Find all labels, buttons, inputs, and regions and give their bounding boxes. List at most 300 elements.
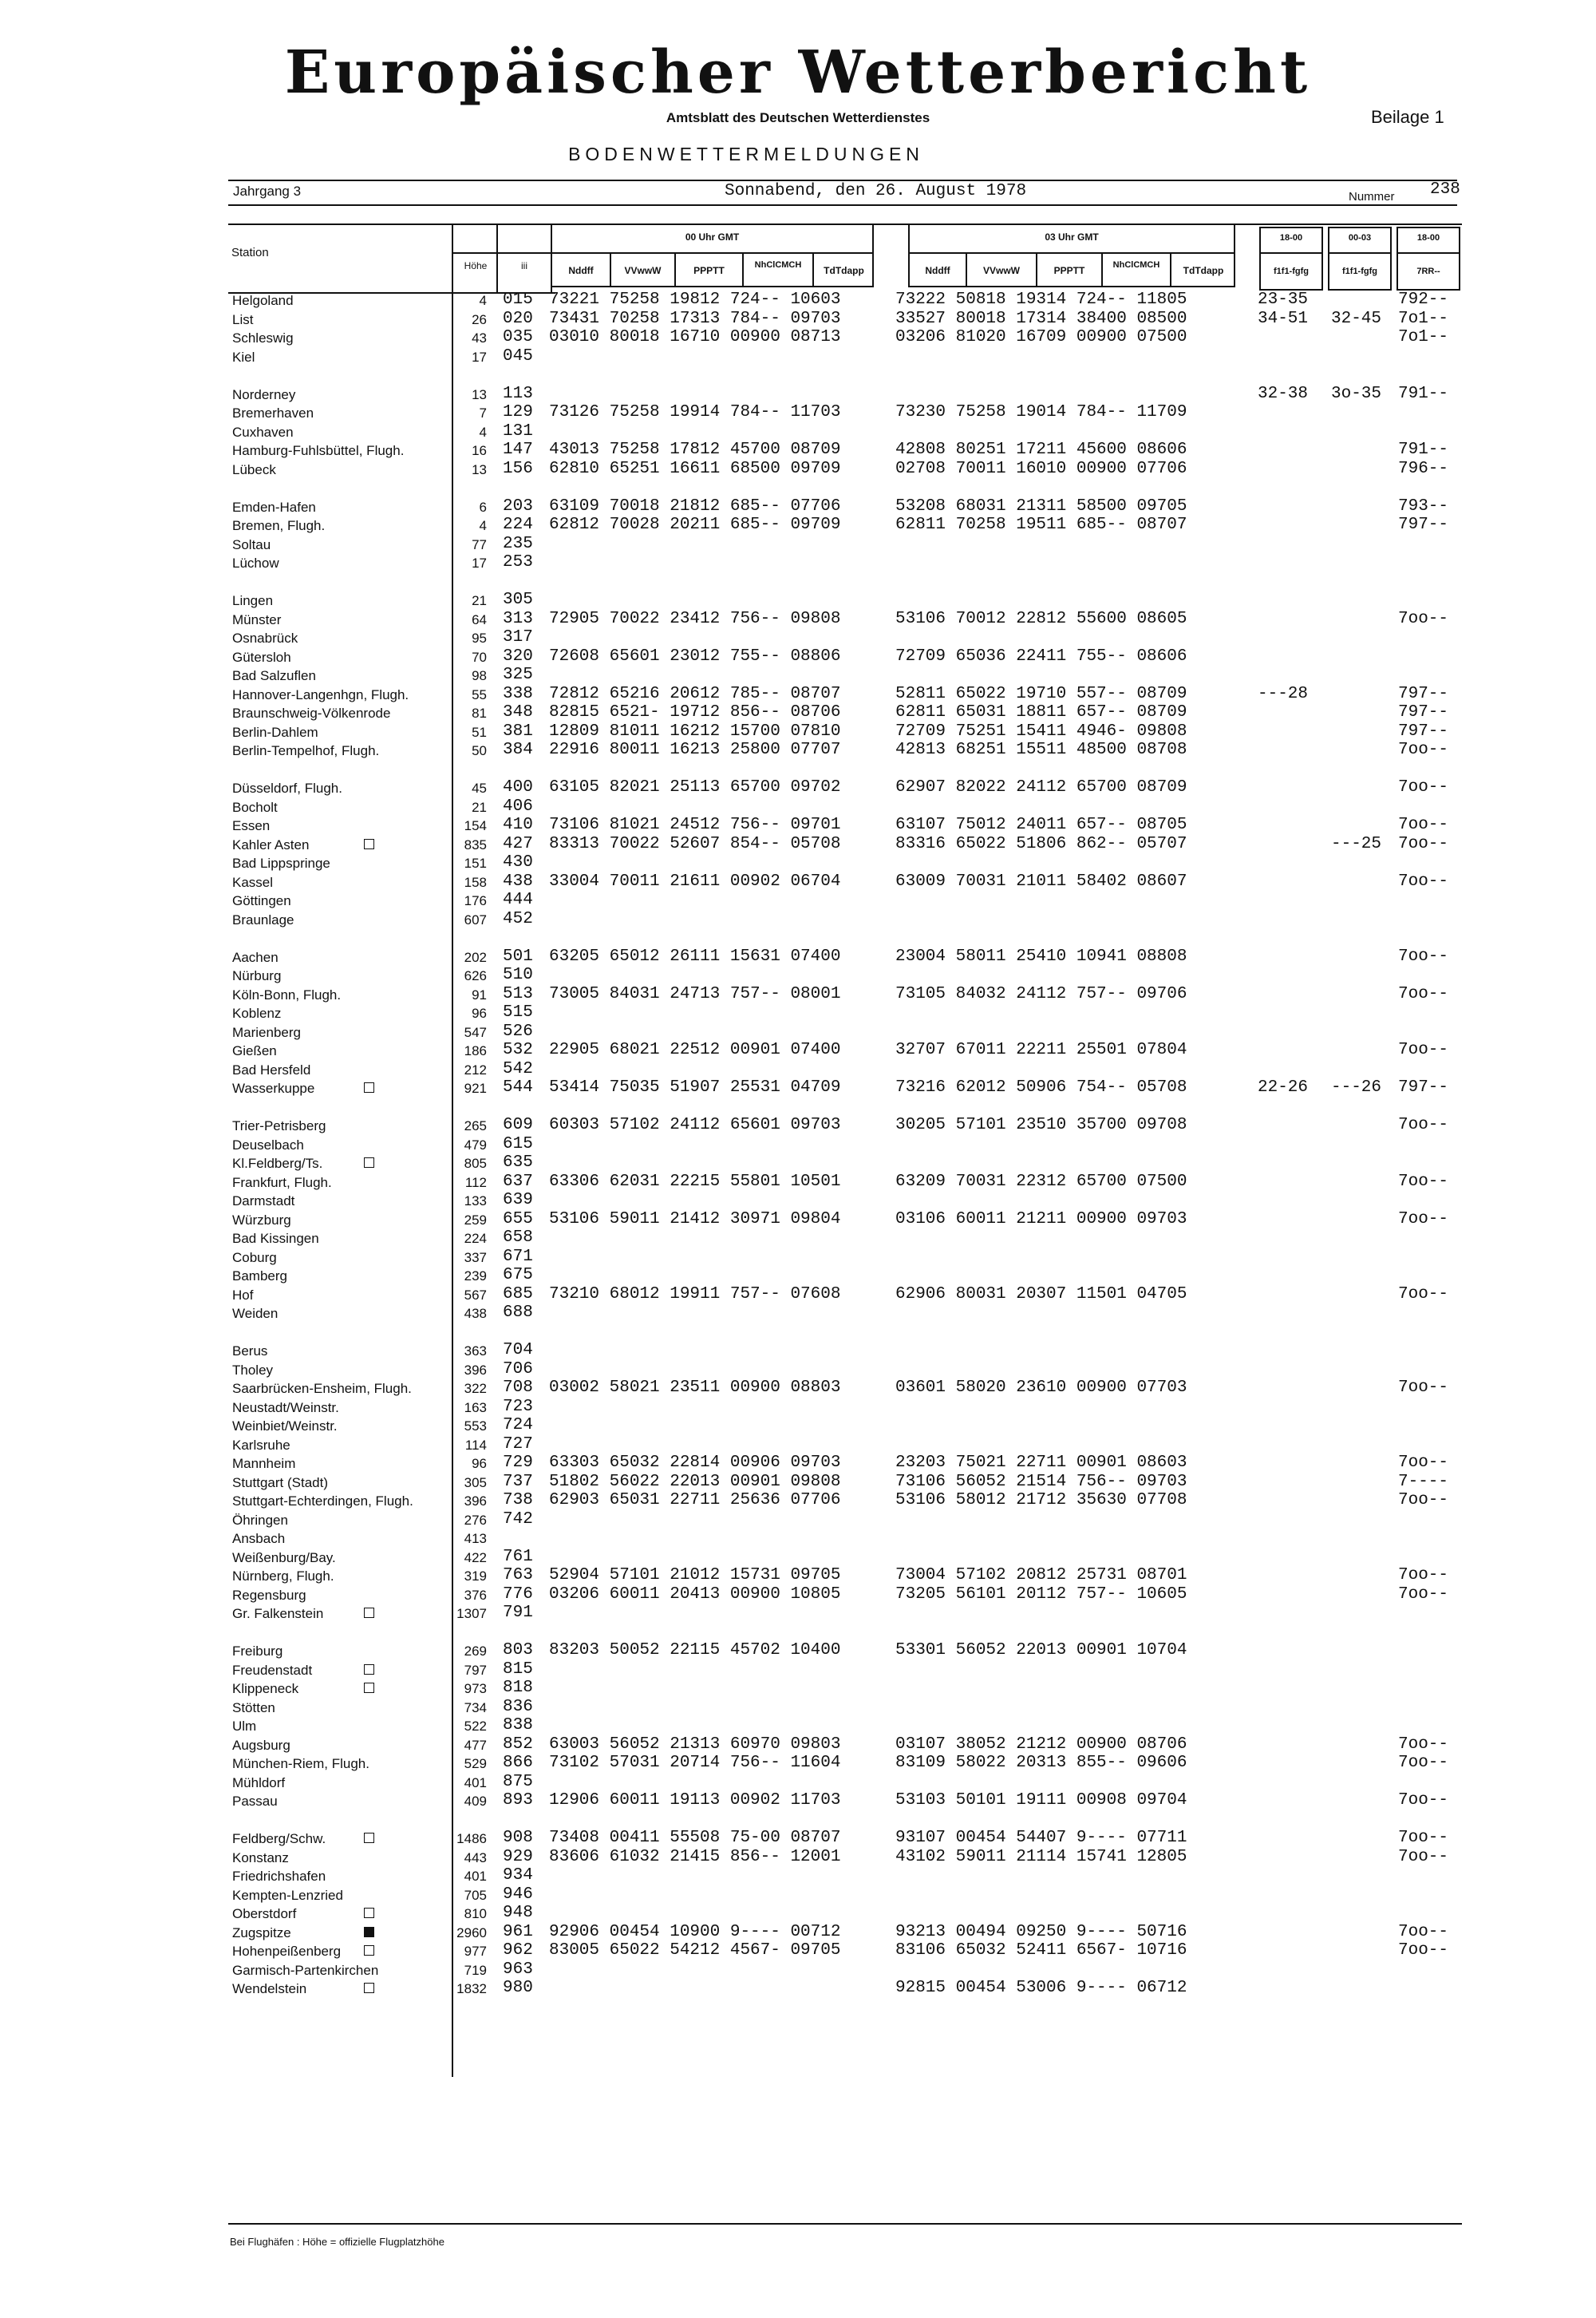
station-id: 400: [503, 778, 533, 797]
station-name: Norderney: [232, 386, 296, 402]
table-row: [0, 1360, 1596, 1379]
table-row: [0, 1679, 1596, 1698]
table-row: [0, 1135, 1596, 1154]
station-name: Coburg: [232, 1249, 277, 1265]
obs-03utc: 23203 75021 22711 00901 08603: [895, 1454, 1187, 1472]
station-name: Kahler Asten: [232, 837, 310, 852]
station-hoehe: 269: [464, 1644, 487, 1659]
obs-00utc: 43013 75258 17812 45700 08709: [549, 441, 841, 459]
obs-00utc: 73431 70258 17313 784-- 09703: [549, 309, 841, 328]
station-id: 961: [503, 1922, 533, 1941]
obs-00utc: 22905 68021 22512 00901 07400: [549, 1041, 841, 1059]
station-hoehe: 239: [464, 1268, 487, 1284]
table-row: [0, 1585, 1596, 1604]
station-hoehe: 224: [464, 1231, 487, 1246]
station-id: 838: [503, 1716, 533, 1735]
obs-03utc: 53106 58012 21712 35630 07708: [895, 1491, 1187, 1509]
gmt00-ppptt: PPPTT: [693, 265, 725, 276]
station-hoehe: 163: [464, 1399, 487, 1415]
precip-18-00: 7oo--: [1398, 1735, 1449, 1754]
gmt03-nhcl: NhClCMCH: [1112, 260, 1160, 270]
station-id: 609: [503, 1116, 533, 1134]
table-row: [0, 516, 1596, 535]
station-name: Berlin-Tempelhof, Flugh.: [232, 743, 380, 758]
table-row: [0, 610, 1596, 629]
table-row: [0, 1173, 1596, 1192]
precip-18-00: 797--: [1398, 684, 1449, 703]
nummer-value: 238: [1430, 180, 1460, 199]
precip-18-00: 7oo--: [1398, 1941, 1449, 1960]
precip-18-00: 797--: [1398, 1078, 1449, 1097]
station-hoehe: 6: [479, 499, 487, 515]
obs-00utc: 03010 80018 16710 00900 08713: [549, 328, 841, 346]
table-row: [0, 1491, 1596, 1510]
station-id: 655: [503, 1209, 533, 1228]
publisher-subtitle: Amtsblatt des Deutschen Wetterdienstes: [666, 110, 930, 125]
obs-03utc: 53103 50101 19111 00908 09704: [895, 1791, 1187, 1810]
obs-00utc: 73221 75258 19812 724-- 10603: [549, 291, 841, 309]
station-name: List: [232, 311, 254, 327]
station-hoehe: 26: [472, 311, 487, 327]
obs-03utc: 83109 58022 20313 855-- 09606: [895, 1754, 1187, 1772]
table-row: [0, 1191, 1596, 1210]
obs-03utc: 72709 65036 22411 755-- 08606: [895, 647, 1187, 666]
station-hoehe: 553: [464, 1418, 487, 1434]
station-id: 253: [503, 553, 533, 572]
station-hoehe: 409: [464, 1794, 487, 1809]
obs-00utc: 73005 84031 24713 757-- 08001: [549, 984, 841, 1003]
station-name: Feldberg/Schw.: [232, 1831, 326, 1846]
table-row: [0, 1510, 1596, 1529]
station-id: 348: [503, 703, 533, 722]
precip-18-00: 7oo--: [1398, 984, 1449, 1003]
table-row: [0, 497, 1596, 516]
station-hoehe: 176: [464, 893, 487, 908]
obs-00utc: 63306 62031 22215 55801 10501: [549, 1172, 841, 1191]
obs-00utc: 53106 59011 21412 30971 09804: [549, 1209, 841, 1228]
station-hoehe: 96: [472, 1006, 487, 1021]
station-name: Darmstadt: [232, 1193, 295, 1208]
table-row: [0, 628, 1596, 647]
station-hoehe: 363: [464, 1343, 487, 1359]
table-row: [0, 328, 1596, 347]
table-row: [0, 647, 1596, 667]
station-name: Bad Kissingen: [232, 1231, 319, 1246]
obs-03utc: 63209 70031 22312 65700 07500: [895, 1172, 1187, 1191]
precip-18-00: 793--: [1398, 496, 1449, 516]
precip-18-00: 7o1--: [1398, 309, 1449, 328]
obs-03utc: 73106 56052 21514 756-- 09703: [895, 1472, 1187, 1491]
table-row: [0, 310, 1596, 329]
station-id: 836: [503, 1697, 533, 1716]
open-square-icon: [364, 1683, 374, 1693]
table-row: [0, 1473, 1596, 1492]
station-id: 532: [503, 1041, 533, 1059]
station-name: Tholey: [232, 1362, 274, 1378]
station-hoehe: 4: [479, 293, 487, 308]
station-id: 338: [503, 684, 533, 703]
table-row: [0, 966, 1596, 985]
footnote: Bei Flughäfen : Höhe = offizielle Flugplatzhöhe: [230, 2236, 444, 2248]
station-id: 685: [503, 1284, 533, 1303]
wind-00-03: ---25: [1331, 834, 1382, 853]
station-hoehe: 477: [464, 1737, 487, 1753]
table-row: [0, 1604, 1596, 1623]
obs-03utc: 53301 56052 22013 00901 10704: [895, 1641, 1187, 1659]
table-row: [0, 1716, 1596, 1735]
table-row: [0, 722, 1596, 742]
station-id: 688: [503, 1303, 533, 1322]
table-row: [0, 422, 1596, 441]
station-hoehe: 7: [479, 405, 487, 421]
station-id: 803: [503, 1641, 533, 1659]
obs-03utc: 52811 65022 19710 557-- 08709: [895, 684, 1187, 703]
station-id: 934: [503, 1866, 533, 1885]
station-name: Trier-Petrisberg: [232, 1118, 326, 1133]
r1-subheader: f1f1-fgfg: [1274, 267, 1309, 276]
station-hoehe: 81: [472, 706, 487, 721]
station-name: Koblenz: [232, 1006, 282, 1021]
obs-00utc: 83313 70022 52607 854-- 05708: [549, 834, 841, 853]
precip-18-00: 7oo--: [1398, 834, 1449, 853]
station-id: 706: [503, 1359, 533, 1379]
station-name: Braunlage: [232, 912, 294, 928]
table-row: [0, 910, 1596, 929]
hoehe-header: Höhe: [464, 260, 488, 271]
station-id: 908: [503, 1829, 533, 1847]
gmt03-tdtd: TdTdapp: [1183, 265, 1224, 276]
obs-03utc: 30205 57101 23510 35700 09708: [895, 1116, 1187, 1134]
station-hoehe: 1307: [456, 1606, 487, 1621]
station-name: Wasserkuppe: [232, 1081, 315, 1096]
station-id: 962: [503, 1941, 533, 1960]
obs-03utc: 03206 81020 16709 00900 07500: [895, 328, 1187, 346]
station-name: Stötten: [232, 1699, 275, 1715]
station-name: München-Riem, Flugh.: [232, 1756, 369, 1771]
station-hoehe: 43: [472, 330, 487, 346]
table-row: [0, 347, 1596, 366]
wind-18-00: 32-38: [1258, 384, 1309, 403]
station-hoehe: 547: [464, 1024, 487, 1040]
precip-18-00: 7oo--: [1398, 947, 1449, 966]
gmt00-nhcl: NhClCMCH: [754, 260, 802, 270]
open-square-icon: [364, 1664, 374, 1675]
r2-subheader: f1f1-fgfg: [1342, 267, 1377, 276]
table-row: [0, 1078, 1596, 1098]
open-square-icon: [364, 1082, 374, 1093]
station-name: Mühldorf: [232, 1774, 286, 1790]
station-id: 637: [503, 1172, 533, 1191]
station-name: Hannover-Langenhgn, Flugh.: [232, 686, 409, 702]
open-square-icon: [364, 839, 374, 849]
precip-18-00: 7----: [1398, 1472, 1449, 1491]
station-name: Bamberg: [232, 1268, 287, 1284]
obs-03utc: 62811 70258 19511 685-- 08707: [895, 516, 1187, 534]
obs-00utc: 82815 6521- 19712 856-- 08706: [549, 703, 841, 722]
wind-18-00: 23-35: [1258, 291, 1309, 309]
precip-18-00: 7oo--: [1398, 1284, 1449, 1303]
station-name: Kassel: [232, 874, 274, 890]
obs-00utc: 72608 65601 23012 755-- 08806: [549, 647, 841, 666]
station-hoehe: 151: [464, 856, 487, 871]
obs-00utc: 33004 70011 21611 00902 06704: [549, 872, 841, 891]
station-hoehe: 13: [472, 461, 487, 477]
station-name: Oberstdorf: [232, 1906, 297, 1921]
station-id: 452: [503, 909, 533, 928]
station-name: Emden-Hafen: [232, 499, 316, 515]
station-name: Hof: [232, 1287, 254, 1303]
station-hoehe: 810: [464, 1906, 487, 1921]
precip-18-00: 7oo--: [1398, 1754, 1449, 1772]
table-row: [0, 1904, 1596, 1923]
station-id: 015: [503, 291, 533, 309]
precip-18-00: 7oo--: [1398, 1454, 1449, 1472]
table-row: [0, 1060, 1596, 1079]
gmt03-nddff: Nddff: [925, 265, 950, 276]
wind-18-00: ---28: [1258, 684, 1309, 703]
obs-03utc: 73222 50818 19314 724-- 11805: [895, 291, 1187, 309]
station-id: 381: [503, 722, 533, 741]
table-row: [0, 685, 1596, 704]
obs-00utc: 62903 65031 22711 25636 07706: [549, 1491, 841, 1509]
obs-00utc: 63205 65012 26111 15631 07400: [549, 947, 841, 966]
table-row: [0, 1228, 1596, 1248]
station-hoehe: 1832: [456, 1981, 487, 1996]
station-name: Frankfurt, Flugh.: [232, 1174, 332, 1190]
obs-00utc: 53414 75035 51907 25531 04709: [549, 1078, 841, 1097]
station-name: Passau: [232, 1794, 278, 1809]
obs-00utc: 83203 50052 22115 45702 10400: [549, 1641, 841, 1659]
bottom-rule: [228, 2223, 1462, 2225]
table-row: [0, 1866, 1596, 1885]
obs-00utc: 03002 58021 23511 00900 08803: [549, 1379, 841, 1397]
station-hoehe: 133: [464, 1193, 487, 1208]
station-name: Garmisch-Partenkirchen: [232, 1962, 379, 1978]
gmt03-header: 03 Uhr GMT: [1045, 231, 1099, 243]
r1-header: 18-00: [1279, 233, 1303, 243]
station-name: Bremen, Flugh.: [232, 518, 326, 533]
station-id: 761: [503, 1547, 533, 1566]
r3-subheader: 7RR--: [1416, 267, 1440, 276]
r3-header: 18-00: [1416, 233, 1440, 243]
station-hoehe: 705: [464, 1887, 487, 1903]
station-hoehe: 396: [464, 1362, 487, 1378]
station-id: 635: [503, 1153, 533, 1172]
table-row: [0, 891, 1596, 910]
station-name: Weißenburg/Bay.: [232, 1549, 336, 1565]
obs-00utc: 72812 65216 20612 785-- 08707: [549, 684, 841, 703]
station-name: Nürburg: [232, 968, 282, 983]
station-hoehe: 401: [464, 1774, 487, 1790]
station-name: Bad Hersfeld: [232, 1062, 311, 1078]
station-hoehe: 797: [464, 1662, 487, 1678]
table-row: [0, 1303, 1596, 1323]
table-row: [0, 1848, 1596, 1867]
station-id: 035: [503, 328, 533, 346]
station-id: 129: [503, 403, 533, 421]
station-id: 501: [503, 947, 533, 966]
obs-03utc: 42808 80251 17211 45600 08606: [895, 441, 1187, 459]
station-name: Friedrichshafen: [232, 1869, 326, 1884]
obs-00utc: 63303 65032 22814 00906 09703: [549, 1454, 841, 1472]
station-id: 875: [503, 1772, 533, 1791]
obs-00utc: 51802 56022 22013 00901 09808: [549, 1472, 841, 1491]
table-row: [0, 1698, 1596, 1717]
precip-18-00: 7oo--: [1398, 1829, 1449, 1847]
nummer-label: Nummer: [1349, 190, 1395, 204]
open-square-icon: [364, 1945, 374, 1956]
station-name: Öhringen: [232, 1512, 288, 1528]
station-hoehe: 186: [464, 1043, 487, 1058]
obs-00utc: 92906 00454 10900 9---- 00712: [549, 1922, 841, 1941]
station-hoehe: 13: [472, 386, 487, 402]
station-name: Freudenstadt: [232, 1662, 313, 1678]
obs-03utc: 03106 60011 21211 00900 09703: [895, 1209, 1187, 1228]
station-name: Braunschweig-Völkenrode: [232, 706, 391, 721]
station-hoehe: 55: [472, 686, 487, 702]
station-hoehe: 719: [464, 1962, 487, 1978]
station-hoehe: 396: [464, 1493, 487, 1509]
station-hoehe: 95: [472, 631, 487, 646]
obs-00utc: 72905 70022 23412 756-- 09808: [549, 609, 841, 628]
precip-18-00: 7oo--: [1398, 741, 1449, 759]
station-id: 729: [503, 1454, 533, 1472]
precip-18-00: 7oo--: [1398, 609, 1449, 628]
station-hoehe: 50: [472, 743, 487, 758]
wind-00-03: 3o-35: [1331, 384, 1382, 403]
table-row: [0, 1248, 1596, 1267]
station-id: 305: [503, 591, 533, 609]
table-row: [0, 1641, 1596, 1660]
station-hoehe: 64: [472, 611, 487, 627]
precip-18-00: 791--: [1398, 441, 1449, 459]
wind-00-03: 32-45: [1331, 309, 1382, 328]
table-row: [0, 853, 1596, 872]
open-square-icon: [364, 1908, 374, 1918]
obs-03utc: 62811 65031 18811 657-- 08709: [895, 703, 1187, 722]
open-square-icon: [364, 1157, 374, 1168]
obs-03utc: 73216 62012 50906 754-- 05708: [895, 1078, 1187, 1097]
open-square-icon: [364, 1983, 374, 1993]
table-row: [0, 1023, 1596, 1042]
station-id: 317: [503, 628, 533, 647]
station-name: Aachen: [232, 949, 279, 965]
station-name: Weiden: [232, 1306, 279, 1321]
station-header: Station: [231, 246, 269, 259]
station-id: 742: [503, 1509, 533, 1529]
table-row: [0, 1941, 1596, 1960]
station-name: Düsseldorf, Flugh.: [232, 781, 342, 796]
table-row: [0, 1923, 1596, 1942]
table-row: [0, 291, 1596, 310]
obs-03utc: 83106 65032 52411 6567- 10716: [895, 1941, 1187, 1960]
station-hoehe: 154: [464, 818, 487, 833]
precip-18-00: 791--: [1398, 384, 1449, 403]
station-id: 980: [503, 1979, 533, 1997]
station-hoehe: 921: [464, 1081, 487, 1096]
station-name: Augsburg: [232, 1737, 290, 1753]
obs-03utc: 33527 80018 17314 38400 08500: [895, 309, 1187, 328]
obs-03utc: 63107 75012 24011 657-- 08705: [895, 816, 1187, 834]
station-name: Bad Lippspringe: [232, 856, 330, 871]
station-hoehe: 276: [464, 1512, 487, 1528]
station-id: 763: [503, 1566, 533, 1584]
station-id: 723: [503, 1397, 533, 1416]
obs-00utc: 63003 56052 21313 60970 09803: [549, 1735, 841, 1754]
wind-18-00: 34-51: [1258, 309, 1309, 328]
table-row: [0, 1829, 1596, 1848]
table-row: [0, 460, 1596, 479]
table-row: [0, 1266, 1596, 1285]
table-row: [0, 1416, 1596, 1435]
precip-18-00: 797--: [1398, 516, 1449, 534]
r2-header: 00-03: [1348, 233, 1372, 243]
station-hoehe: 835: [464, 837, 487, 852]
obs-03utc: 02708 70011 16010 00900 07706: [895, 459, 1187, 478]
station-name: Gr. Falkenstein: [232, 1606, 324, 1621]
station-id: 675: [503, 1266, 533, 1284]
obs-03utc: 53208 68031 21311 58500 09705: [895, 496, 1187, 516]
station-name: Stuttgart-Echterdingen, Flugh.: [232, 1493, 413, 1509]
station-hoehe: 805: [464, 1156, 487, 1171]
station-name: Essen: [232, 818, 271, 833]
obs-00utc: 83005 65022 54212 4567- 09705: [549, 1941, 841, 1960]
obs-03utc: 73004 57102 20812 25731 08701: [895, 1566, 1187, 1584]
table-row: [0, 1454, 1596, 1473]
station-id: 131: [503, 421, 533, 441]
station-hoehe: 522: [464, 1719, 487, 1734]
station-hoehe: 91: [472, 987, 487, 1003]
station-name: Köln-Bonn, Flugh.: [232, 987, 342, 1003]
gmt03-vvwww: VVwwW: [982, 265, 1020, 276]
table-row: [0, 1285, 1596, 1304]
obs-00utc: 62812 70028 20211 685-- 09709: [549, 516, 841, 534]
section-heading: BODENWETTERMELDUNGEN: [568, 144, 924, 164]
station-hoehe: 112: [464, 1174, 487, 1190]
station-hoehe: 21: [472, 593, 487, 608]
station-name: Marienberg: [232, 1024, 301, 1040]
obs-00utc: 63105 82021 25113 65700 09702: [549, 778, 841, 797]
station-name: Kiel: [232, 349, 255, 365]
obs-00utc: 52904 57101 21012 15731 09705: [549, 1566, 841, 1584]
station-id: 410: [503, 816, 533, 834]
station-id: 866: [503, 1754, 533, 1772]
station-name: Hamburg-Fuhlsbüttel, Flugh.: [232, 443, 405, 458]
obs-03utc: 63009 70031 21011 58402 08607: [895, 872, 1187, 891]
table-row: [0, 1153, 1596, 1173]
station-id: 815: [503, 1659, 533, 1679]
station-hoehe: 265: [464, 1118, 487, 1133]
table-row: [0, 1566, 1596, 1585]
station-hoehe: 413: [464, 1531, 487, 1546]
station-id: 045: [503, 346, 533, 366]
table-row: [0, 985, 1596, 1004]
table-row: [0, 816, 1596, 835]
station-hoehe: 734: [464, 1699, 487, 1715]
station-name: Göttingen: [232, 893, 291, 908]
station-id: 513: [503, 984, 533, 1003]
precip-18-00: 7oo--: [1398, 1922, 1449, 1941]
obs-03utc: 72709 75251 15411 4946- 09808: [895, 722, 1187, 741]
table-row: [0, 591, 1596, 610]
station-name: Karlsruhe: [232, 1437, 290, 1453]
table-row: [0, 741, 1596, 760]
station-name: Berlin-Dahlem: [232, 724, 318, 740]
table-row: [0, 1529, 1596, 1548]
station-id: 384: [503, 741, 533, 759]
station-hoehe: 2960: [456, 1924, 487, 1940]
station-id: 946: [503, 1885, 533, 1904]
